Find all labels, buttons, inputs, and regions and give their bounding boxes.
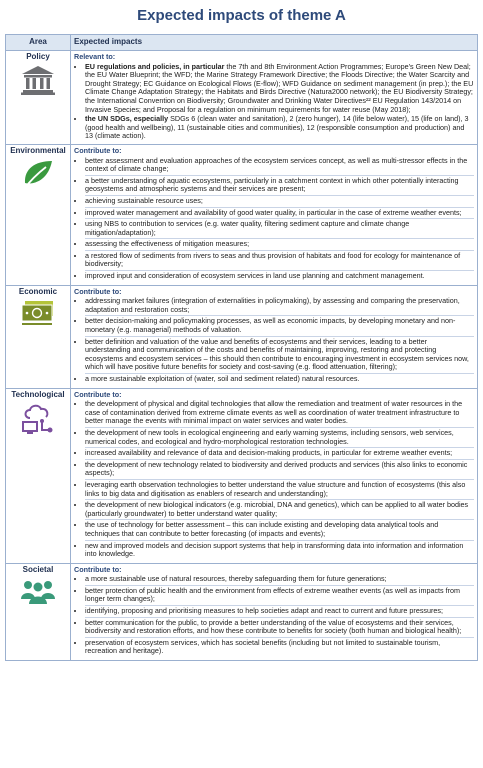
list-item	[85, 197, 474, 208]
item-lead: EU regulations and policies, in particular	[85, 61, 225, 71]
list-item	[85, 157, 474, 176]
area-name: Technological	[11, 389, 65, 399]
item-text: leveraging earth observation technologies to better understand the value structure and function of ecosystems (this also links to big data and digitisation as enablers of research and understanding);	[85, 479, 466, 498]
list-item	[85, 449, 474, 460]
list-item	[85, 461, 474, 480]
impacts-table	[5, 34, 478, 661]
list-item	[85, 63, 474, 116]
banknote-icon	[9, 299, 67, 327]
list-item	[85, 220, 474, 239]
list-item	[85, 338, 474, 374]
item-text: using NBS to contribution to services (e.g. water quality, filtering sediment capture and climate change mitigation/adaptation);	[85, 219, 410, 237]
item-text: better communication for the public, to provide a better understanding of the value of ecosystems and their services, biodiversity and restoration efforts, and how these contribute to benefits for society (both human and biological health);	[85, 617, 462, 636]
list-item	[85, 375, 474, 385]
list-item	[85, 429, 474, 448]
item-text: a more sustainable use of natural resources, thereby safeguarding them for future generations;	[85, 574, 387, 584]
area-cell	[6, 563, 71, 660]
item-text: better decision-making and policymaking processes, as well as economic impacts, by developing monetary and non-monetary (e.g. managerial) methods of valuation.	[85, 316, 456, 335]
impacts-intro: Relevant to:	[74, 52, 116, 61]
impacts-intro: Contribute to:	[74, 145, 122, 155]
item-text: the development of new tools in ecological engineering and early warning systems, including sensors, web services, numerical codes, and ecological and hydro-morphological restoration technologies.	[85, 427, 454, 446]
item-text: assessing the effectiveness of mitigation measures;	[85, 239, 250, 249]
item-text: a better understanding of aquatic ecosystems, particularly in a catchment context in which other potentially interacting geosystems and atmospheric systems and their services are present;	[85, 175, 459, 194]
table-body	[6, 51, 478, 661]
people-group-icon	[9, 577, 67, 605]
item-text: new and improved models and decision support systems that help in transforming data into information and information into knowledge.	[85, 540, 464, 559]
list-item	[85, 297, 474, 316]
list-item	[85, 252, 474, 271]
area-cell	[6, 388, 71, 563]
cloud-computer-icon	[9, 402, 67, 436]
list-item	[85, 607, 474, 618]
area-cell	[6, 285, 71, 388]
list-item	[85, 521, 474, 540]
list-item	[85, 400, 474, 428]
item-text: the 7th and 8th Environment Action Programmes; Europe’s Green New Deal; the EU Water Blueprint; the WFD; the Marine Strategy Framework Directive; the Floods Directive; the Water Scarcity and Drought Strategy; EC Guidance on Ecological Flows (E-flow); WFD Guidance on sediment management (in prep.); the EU Climate Change Adaptation Strategy; the Habitats and Birds Directive (Natura2000 network); the EU Biodiversity Strategy; the International Convention on Biodiversity; Groundwater and Drinking Water Directives²² EU Regulation 143/2014 on Invasive Species; and Proposal for a regulation on minimum requirements for water reuse (May 2018);	[85, 61, 474, 114]
impacts-intro: Contribute to:	[74, 389, 122, 399]
item-text: better assessment and evaluation approaches of the ecosystem services concept, as well as multi-stressor effects in the context of climate change;	[85, 155, 468, 174]
list-item	[85, 317, 474, 336]
impacts-list	[74, 400, 474, 560]
item-text: the development of new biological indicators (e.g. microbial, DNA and genetics), which can be applied to all water bodies (particularly groundwater) to better understand water quality;	[85, 500, 469, 518]
header-impacts: Expected impacts	[71, 35, 478, 51]
impacts-intro: Contribute to:	[74, 286, 122, 296]
item-text: preservation of ecosystem services, which has societal benefits (including but not limited to sustainable tourism, recreation and heritage).	[85, 637, 441, 656]
table-header-row	[6, 35, 478, 51]
table-row	[6, 144, 478, 285]
table-row	[6, 388, 478, 563]
leaf-icon	[9, 159, 67, 191]
item-lead: the UN SDGs, especially	[85, 114, 169, 124]
area-cell	[6, 51, 71, 145]
impacts-list	[74, 63, 474, 142]
list-item	[85, 575, 474, 586]
area-name: Societal	[22, 564, 54, 574]
impacts-cell	[71, 388, 478, 563]
item-text: a more sustainable exploitation of (water, soil and sediment related) natural resources.	[85, 374, 360, 383]
impacts-cell	[71, 285, 478, 388]
item-text: increased availability and relevance of data and decision-making products, in particular for extreme weather events;	[85, 448, 453, 458]
item-text: improved input and consideration of ecosystem services in land use planning and catchment management.	[85, 271, 425, 281]
impacts-intro: Contribute to:	[74, 564, 122, 574]
item-text: the use of technology for better assessment – this can include existing and developing data analytical tools and techniques that can contribute to better forecasting (of impacts and events);	[85, 520, 439, 538]
item-text: the development of new technology related to biodiversity and derived products and services (this also links to economic aspects);	[85, 459, 468, 478]
item-text: improved water management and availability of good water quality, in particular in the case of extreme weather events;	[85, 207, 462, 217]
list-item	[85, 639, 474, 657]
table-row	[6, 563, 478, 660]
item-text: addressing market failures (integration of externalities in policymaking), by assessing and comparing the preservation, adaptation and restoration costs;	[85, 296, 460, 314]
list-item	[85, 501, 474, 520]
area-name: Environmental	[10, 145, 66, 155]
impacts-list	[74, 157, 474, 282]
area-cell	[6, 144, 71, 285]
impacts-cell	[71, 51, 478, 145]
area-name: Policy	[26, 52, 50, 61]
item-text: the development of physical and digital technologies that allow the remediation and treatment of water resources in the case of contamination derived from extreme climate events as well as coordination of water treatment infrastructure to better manage the events with minimal impact on water services and water bodies.	[85, 399, 463, 426]
header-area: Area	[6, 35, 71, 51]
list-item	[85, 115, 474, 142]
item-text: better definition and valuation of the value and benefits of ecosystems and their services, leading to a better understanding and communication of the costs and benefits of maintaining, improving, restoring and protecting ecosystems and ecosystem services – this should then contribute to encouraging investment in ecosystem services now, which will have positive future benefits for society and cost-saving (e.g. flood attenuation, filtering);	[85, 336, 469, 372]
list-item	[85, 587, 474, 606]
impacts-cell	[71, 563, 478, 660]
impacts-cell	[71, 144, 478, 285]
table-row	[6, 285, 478, 388]
item-text: SDGs 6 (clean water and sanitation), 2 (zero hunger), 14 (life below water), 15 (life on land), 3 (good health and wellbeing), 11 (sustainable cities and communities), 12 (responsible consumption and production) and 13 (climate action).	[85, 114, 469, 141]
list-item	[85, 177, 474, 196]
list-item	[85, 240, 474, 251]
list-item	[85, 209, 474, 220]
page-title: Expected impacts of theme A	[137, 7, 346, 24]
area-name: Economic	[18, 286, 58, 296]
list-item	[85, 619, 474, 638]
item-text: a restored flow of sediments from rivers to seas and thus provision of habitats and food for ecology for maintenance of biodiversity;	[85, 250, 461, 269]
item-text: identifying, proposing and prioritising measures to help societies adapt and react to current and future pressures;	[85, 606, 443, 616]
item-text: achieving sustainable resource uses;	[85, 195, 203, 205]
list-item	[85, 542, 474, 560]
item-text: better protection of public health and the environment from effects of extreme weather events (as well as impacts from longer term changes);	[85, 585, 460, 604]
government-building-icon	[9, 65, 67, 95]
list-item	[85, 481, 474, 500]
list-item	[85, 272, 474, 282]
table-row	[6, 51, 478, 145]
impacts-list	[74, 297, 474, 384]
impacts-list	[74, 575, 474, 657]
